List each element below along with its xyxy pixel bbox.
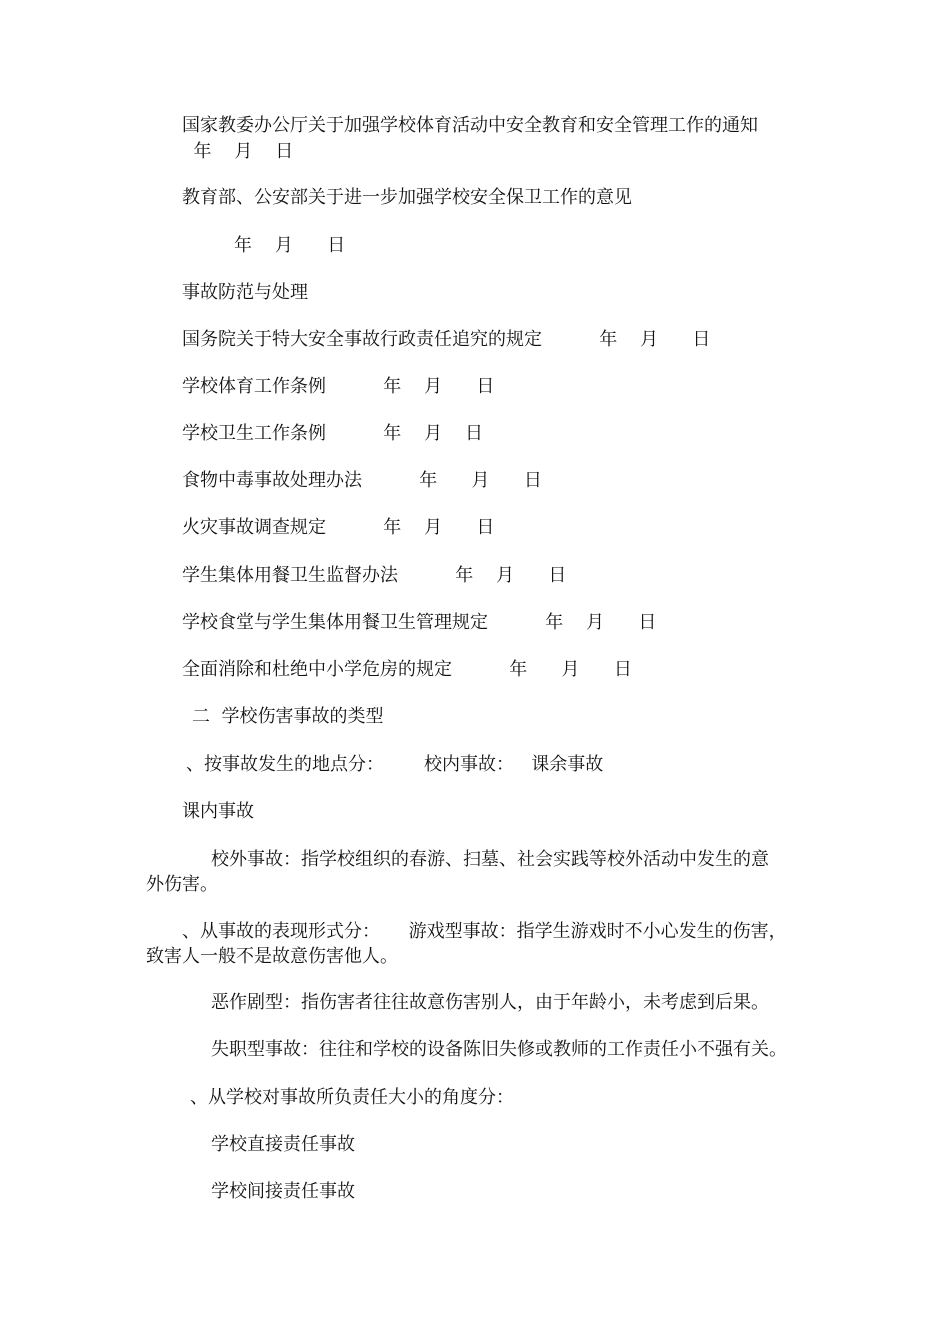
classification-by-form: 、从事故的表现形式分： 游戏型事故：指学生游戏时不小心发生的伤害， bbox=[182, 921, 787, 942]
regulation-line: 学校卫生工作条例 年 月 日 bbox=[182, 423, 483, 444]
opinion-title-line: 教育部、公安部关于进一步加强学校安全保卫工作的意见 bbox=[182, 187, 632, 208]
regulation-line: 火灾事故调查规定 年 月 日 bbox=[182, 517, 495, 538]
regulation-line: 学校体育工作条例 年 月 日 bbox=[182, 376, 495, 397]
notice-title-line: 国家教委办公厅关于加强学校体育活动中安全教育和安全管理工作的通知 bbox=[182, 115, 758, 136]
classification-by-responsibility: 、从学校对事故所负责任大小的角度分： bbox=[190, 1087, 514, 1108]
classification-by-location: 、按事故发生的地点分： 校内事故： 课余事故 bbox=[186, 754, 604, 775]
opinion-date-line: 年 月 日 bbox=[234, 235, 346, 256]
section-heading-types: 二 学校伤害事故的类型 bbox=[192, 706, 384, 727]
regulation-line: 学校食堂与学生集体用餐卫生管理规定 年 月 日 bbox=[182, 612, 657, 633]
section-heading-prevention: 事故防范与处理 bbox=[182, 282, 308, 303]
regulation-line: 食物中毒事故处理办法 年 月 日 bbox=[182, 470, 542, 491]
regulation-line: 学生集体用餐卫生监督办法 年 月 日 bbox=[182, 565, 567, 586]
classification-item: 课内事故 bbox=[182, 801, 254, 822]
regulation-line: 全面消除和杜绝中小学危房的规定 年 月 日 bbox=[182, 659, 632, 680]
paragraph-line: 外伤害。 bbox=[146, 874, 218, 895]
classification-item: 学校间接责任事故 bbox=[211, 1181, 355, 1202]
paragraph-line: 致害人一般不是故意伤害他人。 bbox=[146, 946, 398, 967]
notice-date-line: 年 月 日 bbox=[182, 141, 294, 162]
paragraph-line: 校外事故：指学校组织的春游、扫墓、社会实践等校外活动中发生的意 bbox=[211, 849, 769, 870]
classification-item: 学校直接责任事故 bbox=[211, 1134, 355, 1155]
paragraph-line: 恶作剧型：指伤害者往往故意伤害别人，由于年龄小，未考虑到后果。 bbox=[211, 992, 769, 1013]
paragraph-line: 失职型事故：往往和学校的设备陈旧失修或教师的工作责任小不强有关。 bbox=[211, 1039, 787, 1060]
regulation-line: 国务院关于特大安全事故行政责任追究的规定 年 月 日 bbox=[182, 329, 711, 350]
